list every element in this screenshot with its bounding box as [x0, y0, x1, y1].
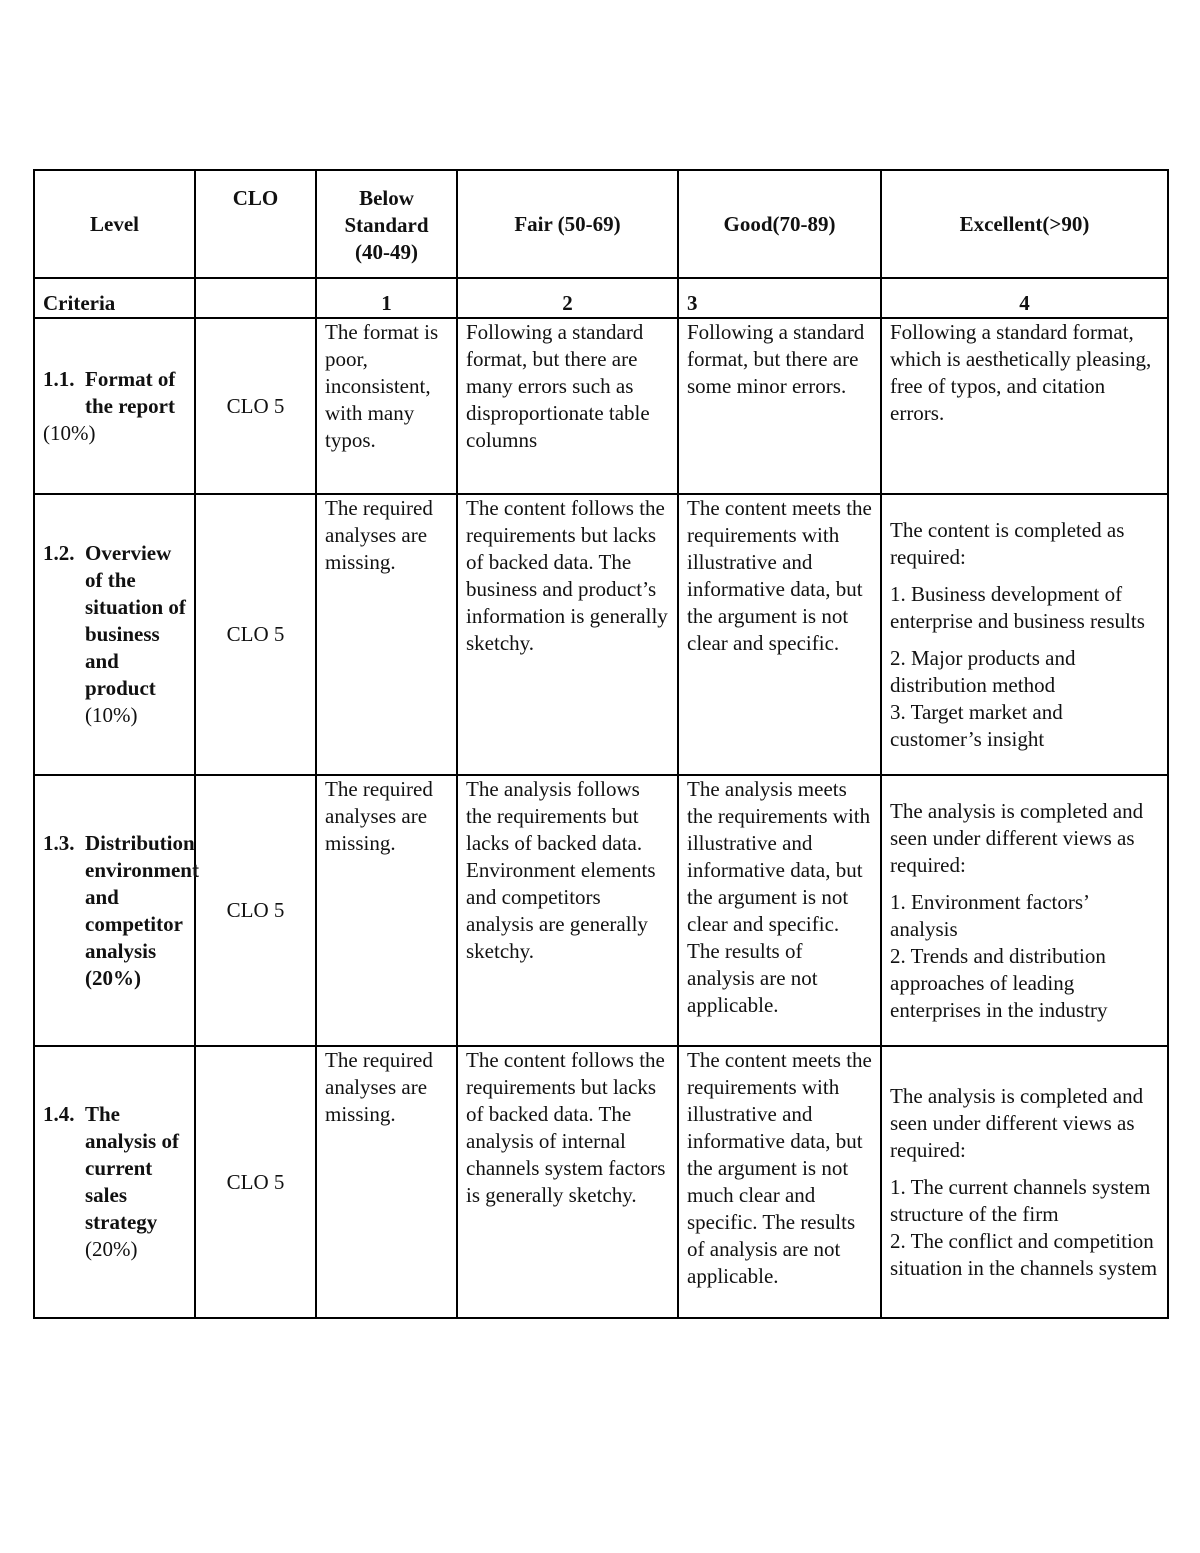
good-cell: The analysis meets the requirements with illustrative and informative data, but the argument is not clear and specific. The results of analysis are not applicable.: [678, 775, 881, 1046]
fair-cell: The content follows the requirements but lacks of backed data. The analysis of internal channels system factors is generally sketchy.: [457, 1046, 678, 1318]
header-fair: Fair (50-69): [457, 170, 678, 278]
criterion-title: Format of the report: [85, 366, 176, 418]
criterion-number: 1.1.: [43, 366, 75, 391]
header-good: Good(70-89): [678, 170, 881, 278]
criterion-weight: (20%): [85, 965, 141, 990]
header-clo: CLO: [195, 170, 316, 278]
excellent-item: 1. The current channels system structure of the firm: [890, 1174, 1151, 1226]
criterion-weight: (10%): [43, 420, 96, 445]
fair-cell: The content follows the requirements but lacks of backed data. The business and product’s information is generally sketchy.: [457, 494, 678, 775]
score-4: 4: [881, 278, 1168, 318]
excellent-item: 2. The conflict and competition situation in the channels system: [890, 1228, 1158, 1280]
excellent-text: Following a standard format, which is aesthetically pleasing, free of typos, and citation errors.: [890, 320, 1152, 425]
criterion-title: The analysis of current sales strategy: [85, 1102, 179, 1234]
excellent-cell: [881, 1046, 1168, 1318]
criterion-title: Distribution environment and competitor analysis: [85, 830, 199, 963]
criterion-cell: [34, 318, 195, 494]
below-standard-cell: The required analyses are missing.: [316, 494, 457, 775]
criterion-number: 1.4.: [43, 1102, 75, 1126]
criterion-row: [34, 1046, 1168, 1318]
clo-cell: CLO 5: [195, 494, 316, 775]
clo-cell: CLO 5: [195, 318, 316, 494]
score-3: 3: [678, 278, 881, 318]
excellent-item: 2. Trends and distribution approaches of leading enterprises in the industry: [890, 943, 1108, 1022]
rubric-table: [33, 169, 1169, 1319]
score-1: 1: [316, 278, 457, 318]
header-level: Level: [34, 170, 195, 278]
below-standard-cell: The required analyses are missing.: [316, 775, 457, 1046]
clo-cell: CLO 5: [195, 1046, 316, 1318]
good-cell: The content meets the requirements with illustrative and informative data, but the argument is not clear and specific.: [678, 494, 881, 775]
excellent-intro: The analysis is completed and seen under different views as required:: [890, 798, 1144, 877]
criterion-row: [34, 494, 1168, 775]
score-empty: [195, 278, 316, 318]
criterion-weight: (20%): [85, 1237, 138, 1261]
excellent-intro: The content is completed as required:: [890, 517, 1125, 569]
criterion-row: [34, 775, 1168, 1046]
criteria-label: Criteria: [34, 278, 195, 318]
criterion-row: [34, 318, 1168, 494]
good-cell: The content meets the requirements with illustrative and informative data, but the argument is not much clear and specific. The results of analysis are not applicable.: [678, 1046, 881, 1318]
criterion-number: 1.2.: [43, 541, 75, 565]
criterion-number: 1.3.: [43, 830, 75, 855]
below-standard-cell: The format is poor, inconsistent, with many typos.: [316, 318, 457, 494]
header-excellent: Excellent(>90): [881, 170, 1168, 278]
header-below-standard: Below Standard (40-49): [316, 170, 457, 278]
excellent-item: 2. Major products and distribution method: [890, 645, 1076, 697]
excellent-cell: [881, 775, 1168, 1046]
excellent-intro: The analysis is completed and seen under different views as required:: [890, 1083, 1144, 1162]
criterion-cell: [34, 775, 199, 1046]
excellent-cell: [881, 318, 1168, 494]
excellent-item: 1. Business development of enterprise and business results: [890, 581, 1145, 633]
score-2: 2: [457, 278, 678, 318]
header-row: [34, 170, 1168, 278]
criterion-weight: (10%): [85, 703, 138, 727]
below-standard-cell: The required analyses are missing.: [316, 1046, 457, 1318]
good-cell: Following a standard format, but there are some minor errors.: [678, 318, 881, 494]
criterion-cell: [34, 1046, 195, 1318]
clo-cell: CLO 5: [195, 775, 316, 1046]
fair-cell: Following a standard format, but there are many errors such as disproportionate table columns: [457, 318, 678, 494]
fair-cell: The analysis follows the requirements but lacks of backed data. Environment elements and competitors analysis are generally sketchy.: [457, 775, 678, 1046]
excellent-item: 3. Target market and customer’s insight: [890, 699, 1063, 751]
excellent-cell: [881, 494, 1168, 775]
score-row: [34, 278, 1168, 318]
criterion-cell: [34, 494, 195, 775]
criterion-title: Overview of the situation of business and product: [85, 541, 186, 700]
excellent-item: 1. Environment factors’ analysis: [890, 889, 1089, 941]
